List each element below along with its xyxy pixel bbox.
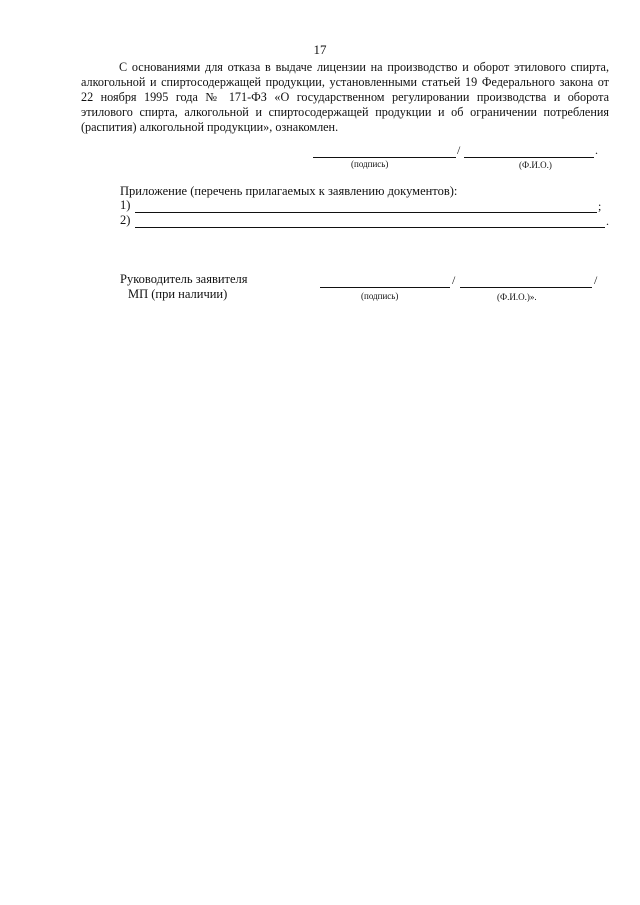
attachment-item-line (135, 215, 605, 228)
consent-name-line (464, 145, 594, 158)
attachments-heading: Приложение (перечень прилагаемых к заявлению документов): (120, 184, 458, 198)
signoff-signature-line (320, 275, 450, 288)
consent-end-period: . (595, 143, 598, 157)
consent-name-caption: (Ф.И.О.) (519, 160, 552, 170)
consent-signature-line (313, 145, 456, 158)
signoff-separator-slash: / (452, 273, 456, 287)
signoff-end-slash: / (594, 273, 598, 287)
consent-signature-caption: (подпись) (351, 159, 389, 169)
attachment-item-end: ; (598, 199, 602, 213)
head-of-applicant-label: Руководитель заявителя (120, 272, 248, 286)
signoff-name-line (460, 275, 592, 288)
attachment-item-number: 2) (120, 213, 131, 227)
attachment-item-line (135, 200, 597, 213)
attachment-item-number: 1) (120, 198, 131, 212)
signoff-signature-caption: (подпись) (361, 291, 399, 301)
page-number: 17 (313, 42, 327, 57)
stamp-label: МП (при наличии) (128, 287, 228, 301)
consent-separator-slash: / (457, 143, 461, 157)
signoff-name-caption: (Ф.И.О.)». (497, 292, 537, 302)
consent-paragraph: С основаниями для отказа в выдаче лицензии на производство и оборот этилового спирта, алкогольной и спиртосодержащей продукции, установленными статьей 19 Федерального закона от 22 ноября 1995 года № 171-ФЗ «О государственном регулировании производства и оборота этилового спирта, алкогольной и спиртосодержащей продукции и об ограничении потребления (распития) алкогольной продукции», ознакомлен. (81, 60, 609, 134)
attachment-item-end: . (606, 214, 609, 228)
